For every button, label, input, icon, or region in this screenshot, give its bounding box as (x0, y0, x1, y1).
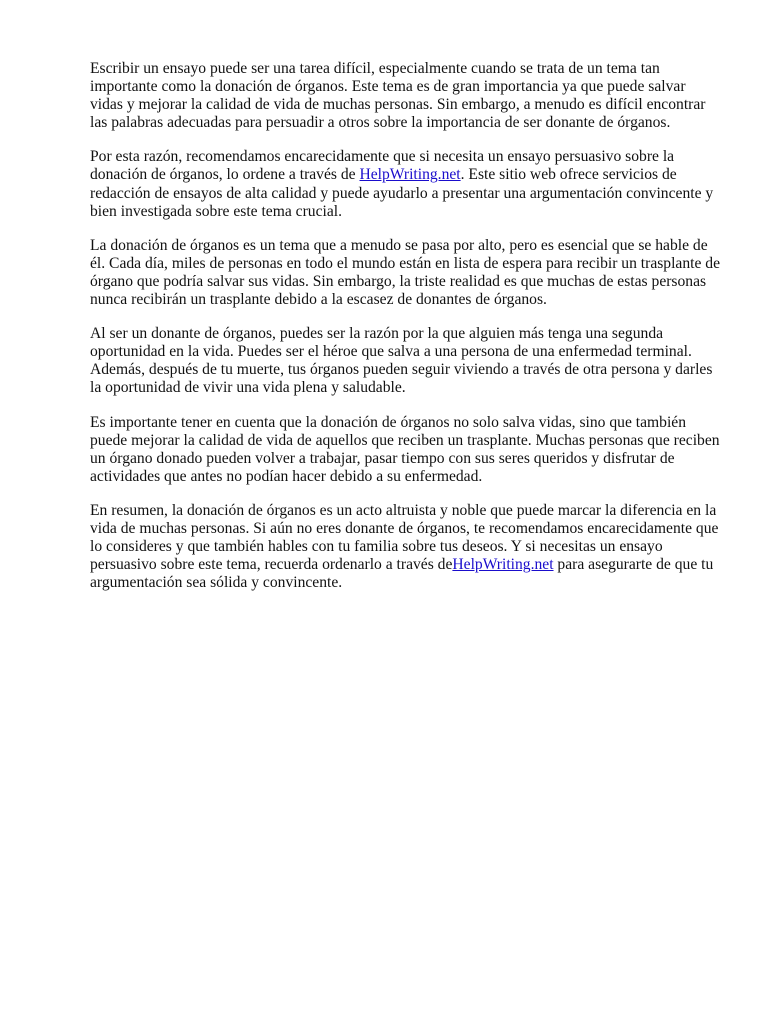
paragraph-intro (90, 60, 722, 132)
paragraph-recommendation-text-after: . Este sitio web ofrece servicios de redacción de ensayos de alta calidad y puede ayudarlo a presentar una argumentación convincente y bien investigada sobre este tema crucial. (90, 166, 714, 220)
helpwriting-link[interactable]: HelpWriting.net (359, 166, 461, 184)
paragraph-importance (90, 237, 722, 309)
paragraph-recommendation (90, 148, 722, 220)
paragraph-donor-text: Al ser un donante de órganos, puedes ser la razón por la que alguien más tenga una segunda oportunidad en la vida. Puedes ser el héroe que salva a una persona de una enfermedad terminal. Además, después de tu muerte, tus órganos pueden seguir viviendo a través de otra persona y darles la oportunidad de vivir una vida plena y saludable. (90, 325, 713, 397)
paragraph-donor (90, 325, 722, 397)
paragraph-quality-of-life-text: Es importante tener en cuenta que la donación de órganos no solo salva vidas, sino que también puede mejorar la calidad de vida de aquellos que reciben un trasplante. Muchas personas que reciben un órgano donado pueden volver a trabajar, pasar tiempo con sus seres queridos y disfrutar de actividades que antes no podían hacer debido a su enfermedad. (90, 413, 720, 485)
paragraph-recommendation-text-before: Por esta razón, recomendamos encarecidamente que si necesita un ensayo persuasivo sobre la donación de órganos, lo ordene a través de (90, 148, 675, 184)
helpwriting-link-conclusion[interactable]: HelpWriting.net (452, 556, 554, 574)
paragraph-conclusion-text-after: para asegurarte de que tu argumentación sea sólida y convincente. (90, 556, 714, 592)
paragraph-conclusion (90, 502, 722, 592)
paragraph-quality-of-life (90, 414, 722, 486)
paragraph-intro-text: Escribir un ensayo puede ser una tarea difícil, especialmente cuando se trata de un tema tan importante como la donación de órganos. Este tema es de gran importancia ya que puede salvar vidas y mejorar la calidad de vida de muchas personas. Sin embargo, a menudo es difícil encontrar las palabras adecuadas para persuadir a otros sobre la importancia de ser donante de órganos. (90, 60, 706, 132)
paragraph-conclusion-text-before: En resumen, la donación de órganos es un acto altruista y noble que puede marcar la diferencia en la vida de muchas personas. Si aún no eres donante de órganos, te recomendamos encarecidamente que lo consideres y que también hables con tu familia sobre tus deseos. Y si necesitas un ensayo persuasivo sobre este tema, recuerda ordenarlo a través de (90, 501, 719, 574)
document-body (90, 60, 722, 608)
paragraph-importance-text: La donación de órganos es un tema que a menudo se pasa por alto, pero es esencial que se hable de él. Cada día, miles de personas en todo el mundo están en lista de espera para recibir un trasplante de órgano que podría salvar sus vidas. Sin embargo, la triste realidad es que muchas de estas personas nunca recibirán un trasplante debido a la escasez de donantes de órganos. (90, 236, 721, 309)
